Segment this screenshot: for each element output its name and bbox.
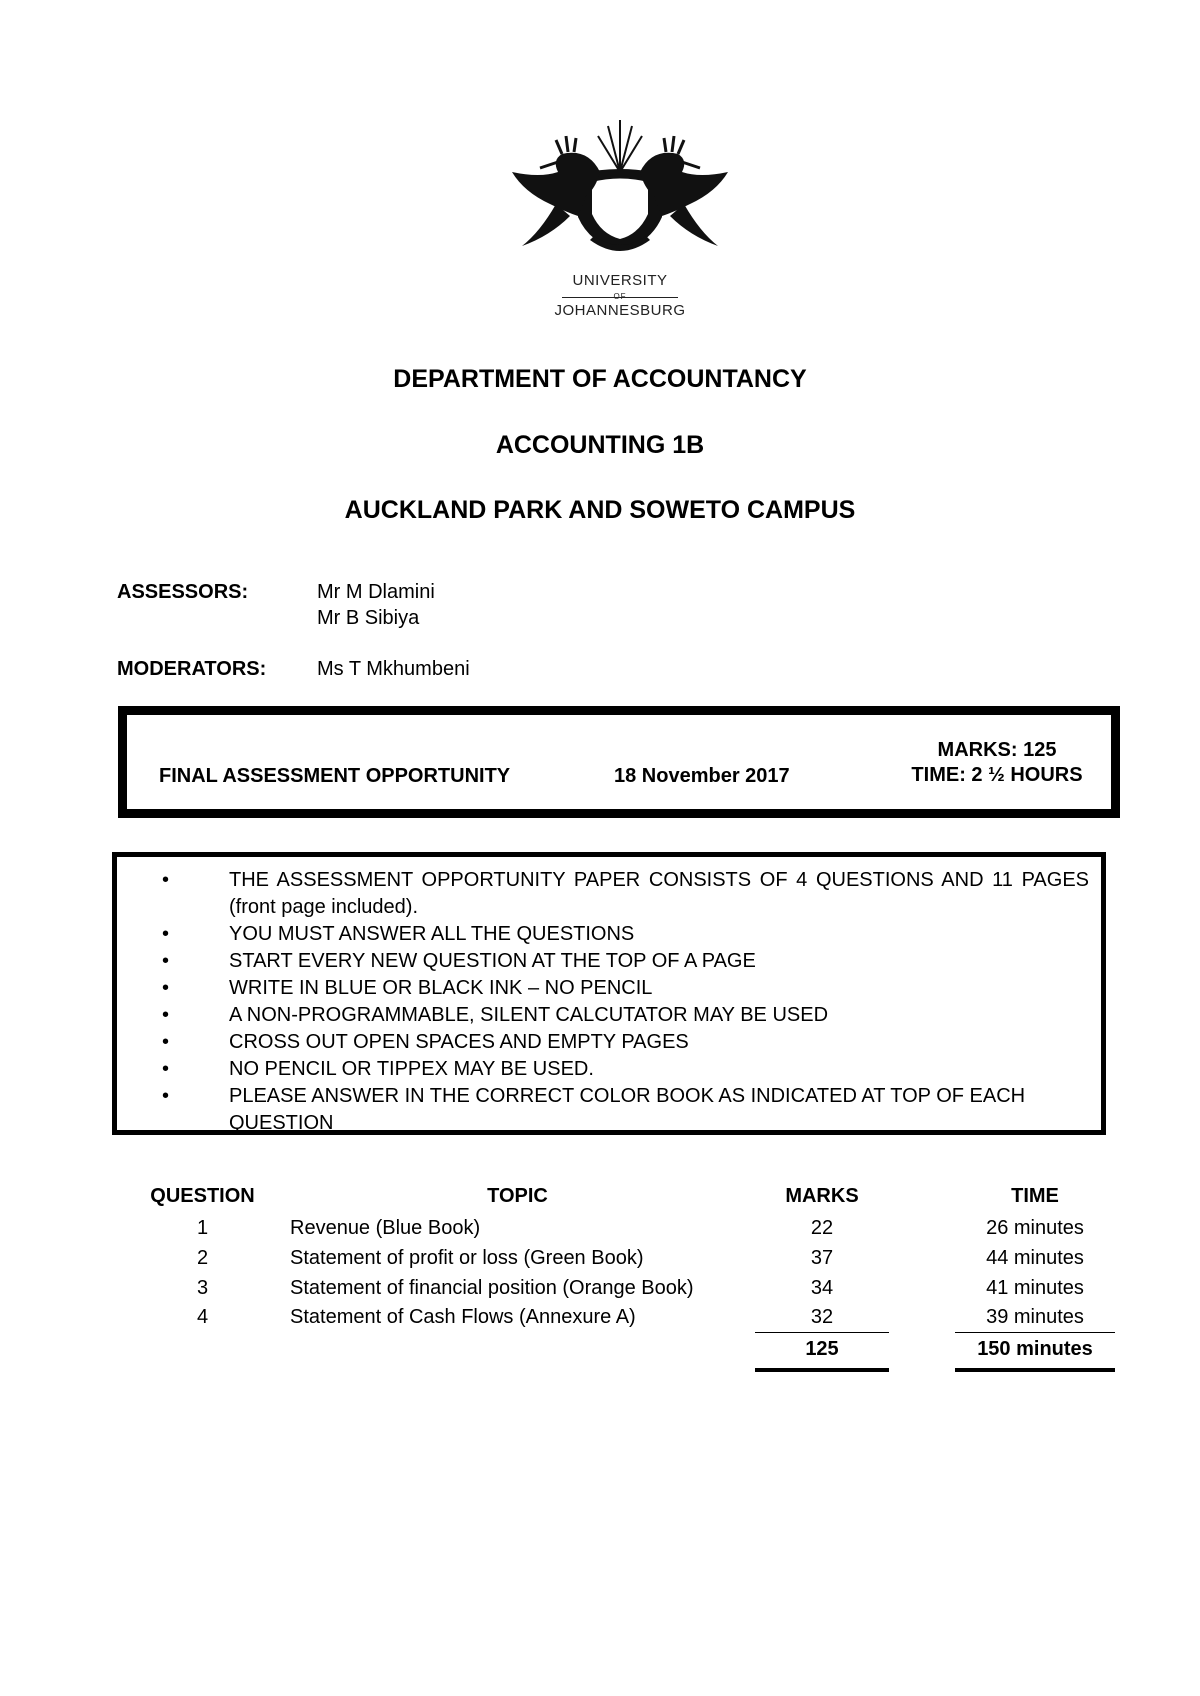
instruction-item	[117, 1002, 1101, 1029]
question-number: 2	[196, 1247, 209, 1269]
logo-text-university: UNIVERSITY	[572, 272, 668, 289]
bullet-icon: •	[162, 1085, 170, 1107]
table-row	[0, 1217, 1200, 1247]
logo-text-johannesburg: JOHANNESBURG	[554, 302, 686, 319]
assessment-time: TIME: 2 ½ HOURS	[911, 764, 1083, 786]
question-marks: 22	[810, 1217, 834, 1239]
header-question: QUESTION	[150, 1185, 255, 1207]
instruction-text: THE ASSESSMENT OPPORTUNITY PAPER CONSISTS OF 4 QUESTIONS AND 11 PAGES (front page included).	[229, 869, 1089, 918]
instruction-item	[117, 1083, 1101, 1137]
instructions-list	[117, 867, 1101, 1137]
instruction-text: A NON-PROGRAMMABLE, SILENT CALCUTATOR MAY BE USED	[229, 1004, 829, 1026]
moderator-name: Ms T Mkhumbeni	[317, 658, 470, 680]
university-logo	[500, 112, 740, 327]
instruction-item	[117, 948, 1101, 975]
marks-total-rule	[755, 1368, 889, 1372]
course-heading: ACCOUNTING 1B	[495, 431, 705, 459]
bullet-icon: •	[162, 977, 170, 999]
moderators-label: MODERATORS:	[117, 658, 267, 680]
total-marks: 125	[805, 1338, 839, 1360]
instruction-text: START EVERY NEW QUESTION AT THE TOP OF A PAGE	[229, 950, 756, 972]
bullet-icon: •	[162, 1058, 170, 1080]
question-time: 26 minutes	[986, 1217, 1084, 1239]
instruction-text: PLEASE ANSWER IN THE CORRECT COLOR BOOK AS INDICATED AT TOP OF EACH QUESTION	[229, 1085, 1026, 1134]
question-marks: 32	[810, 1306, 834, 1328]
total-time: 150 minutes	[977, 1338, 1093, 1360]
question-time: 44 minutes	[986, 1247, 1084, 1269]
assessor-name: Mr M Dlamini	[317, 581, 435, 603]
instructions-box	[112, 852, 1106, 1135]
instruction-item	[117, 1056, 1101, 1083]
header-time: TIME	[1011, 1185, 1059, 1207]
logo-text-of: OF	[500, 292, 740, 301]
instruction-item	[117, 1029, 1101, 1056]
marks-subtotal-rule	[755, 1332, 889, 1333]
assessment-date: 18 November 2017	[614, 765, 790, 787]
assessment-marks: MARKS: 125	[937, 739, 1057, 761]
table-totals-row	[0, 1338, 1200, 1368]
question-number: 1	[196, 1217, 209, 1239]
instruction-text: YOU MUST ANSWER ALL THE QUESTIONS	[229, 923, 635, 945]
instruction-item	[117, 921, 1101, 948]
time-subtotal-rule	[955, 1332, 1115, 1333]
bullet-icon: •	[162, 923, 170, 945]
campus-heading: AUCKLAND PARK AND SOWETO CAMPUS	[344, 496, 856, 524]
instruction-text: WRITE IN BLUE OR BLACK INK – NO PENCIL	[229, 977, 653, 999]
birds-crest-icon	[500, 112, 740, 262]
instruction-text: NO PENCIL OR TIPPEX MAY BE USED.	[229, 1058, 594, 1080]
question-number: 4	[196, 1306, 209, 1328]
table-row	[0, 1277, 1200, 1307]
department-heading: DEPARTMENT OF ACCOUNTANCY	[393, 365, 807, 393]
bullet-icon: •	[162, 1004, 170, 1026]
bullet-icon: •	[162, 1031, 170, 1053]
instruction-item	[117, 867, 1101, 921]
table-row	[0, 1247, 1200, 1277]
bullet-icon: •	[162, 869, 170, 891]
header-topic: TOPIC	[487, 1185, 548, 1207]
question-time: 41 minutes	[986, 1277, 1084, 1299]
time-total-rule	[955, 1368, 1115, 1372]
assessor-name: Mr B Sibiya	[317, 607, 420, 629]
instruction-text: CROSS OUT OPEN SPACES AND EMPTY PAGES	[229, 1031, 689, 1053]
header-marks: MARKS	[785, 1185, 859, 1207]
question-time: 39 minutes	[986, 1306, 1084, 1328]
instruction-item	[117, 975, 1101, 1002]
assessment-title: FINAL ASSESSMENT OPPORTUNITY	[159, 765, 511, 787]
bullet-icon: •	[162, 950, 170, 972]
question-marks: 37	[810, 1247, 834, 1269]
table-header-row	[0, 1185, 1200, 1215]
question-topic: Statement of Cash Flows (Annexure A)	[290, 1306, 636, 1328]
question-topic: Statement of financial position (Orange Book)	[290, 1277, 694, 1299]
question-topic: Revenue (Blue Book)	[290, 1217, 481, 1239]
assessment-details-box	[118, 706, 1120, 818]
question-number: 3	[196, 1277, 209, 1299]
assessors-label: ASSESSORS:	[117, 581, 249, 603]
question-topic: Statement of profit or loss (Green Book)	[290, 1247, 644, 1269]
question-marks: 34	[810, 1277, 834, 1299]
